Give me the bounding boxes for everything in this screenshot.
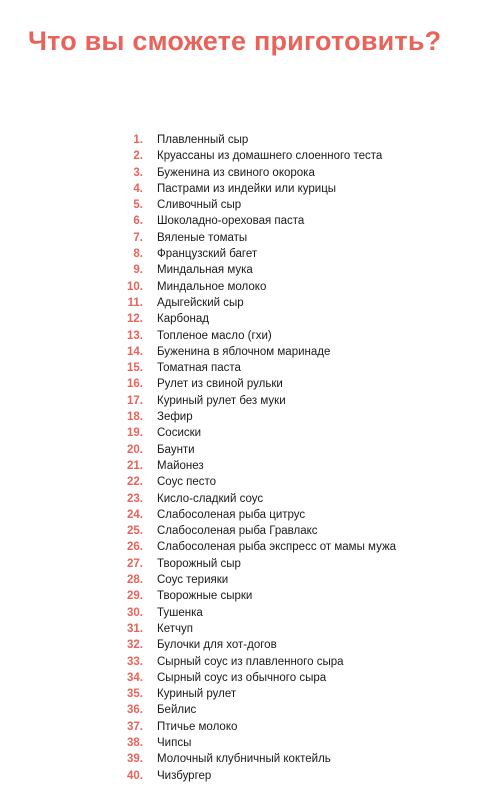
- list-item-number: 7.: [133, 231, 143, 244]
- list-item-name: Соус песто: [157, 476, 217, 489]
- list-item-name: Соус терияки: [157, 574, 229, 587]
- list-item: [0, 442, 504, 458]
- list-item-name: Сырный соус из плавленного сыра: [157, 655, 344, 668]
- list-item-name: Плавленный сыр: [157, 134, 249, 146]
- list-item-number: 19.: [127, 427, 143, 440]
- list-item-number: 25.: [127, 525, 143, 538]
- list-item-number: 15.: [127, 362, 143, 375]
- list-item-number: 34.: [127, 671, 143, 684]
- list-item: [0, 295, 504, 311]
- list-item: [0, 686, 504, 702]
- list-item: [0, 474, 504, 490]
- list-item-name: Томатная паста: [157, 362, 241, 375]
- list-item-number: 16.: [127, 378, 143, 391]
- list-item: [0, 132, 504, 148]
- list-item-name: Французский багет: [157, 248, 258, 261]
- list-item-number: 14.: [127, 345, 143, 358]
- list-item-name: Пастрами из индейки или курицы: [157, 182, 337, 195]
- list-item-number: 28.: [127, 574, 143, 587]
- list-item-name: Карбонад: [157, 313, 209, 326]
- list-item-name: Кетчуп: [157, 622, 193, 635]
- list-item-number: 38.: [127, 736, 143, 749]
- list-item: [0, 588, 504, 604]
- list-item-name: Куриный рулет: [157, 688, 237, 701]
- list-item: [0, 637, 504, 653]
- list-item: [0, 605, 504, 621]
- list-item-name: Вяленые томаты: [157, 231, 248, 244]
- list-item-number: 40.: [127, 769, 143, 782]
- list-item-number: 33.: [127, 655, 143, 668]
- list-item-number: 31.: [127, 622, 143, 635]
- list-item-number: 39.: [127, 753, 143, 766]
- list-item-number: 10.: [127, 280, 143, 293]
- list-item-number: 30.: [127, 606, 143, 619]
- list-item: [0, 572, 504, 588]
- list-item-name: Сырный соус из обычного сыра: [157, 671, 327, 684]
- list-item: [0, 197, 504, 213]
- list-item-number: 22.: [127, 476, 143, 489]
- list-item-name: Куриный рулет без муки: [157, 394, 286, 407]
- list-item-name: Адыгейский сыр: [157, 296, 244, 309]
- list-item-number: 35.: [127, 688, 143, 701]
- list-item: [0, 213, 504, 229]
- list-item: [0, 246, 504, 262]
- list-item: [0, 344, 504, 360]
- list-item-name: Бейлис: [157, 704, 197, 717]
- list-item-name: Зефир: [157, 411, 193, 424]
- list-item: [0, 393, 504, 409]
- list-item: [0, 458, 504, 474]
- list-item: [0, 719, 504, 735]
- list-item: [0, 425, 504, 441]
- list-item-name: Буженина в яблочном маринаде: [157, 345, 331, 358]
- list-item: [0, 654, 504, 670]
- list-item-name: Творожные сырки: [157, 590, 253, 603]
- list-item-name: Майонез: [157, 459, 204, 472]
- list-item-name: Баунти: [157, 443, 195, 456]
- list-item-name: Слабосоленая рыба Гравлакс: [157, 525, 318, 538]
- list-item-number: 12.: [127, 313, 143, 326]
- list-item: [0, 539, 504, 555]
- list-item-number: 8.: [133, 248, 143, 261]
- list-item-number: 23.: [127, 492, 143, 505]
- list-item: [0, 491, 504, 507]
- list-item-number: 1.: [133, 134, 143, 146]
- list-item-number: 24.: [127, 508, 143, 521]
- list-item-name: Миндальная мука: [157, 264, 253, 277]
- list-item-number: 27.: [127, 557, 143, 570]
- list-item-name: Птичье молоко: [157, 720, 238, 733]
- list-item: [0, 360, 504, 376]
- list-item-name: Сливочный сыр: [157, 199, 242, 212]
- list-item-number: 11.: [127, 296, 143, 309]
- list-item-number: 5.: [133, 199, 143, 212]
- list-item-number: 32.: [127, 639, 143, 652]
- list-item-number: 37.: [127, 720, 143, 733]
- list-item: [0, 262, 504, 278]
- list-item-name: Слабосоленая рыба экспресс от мамы мужа: [157, 541, 397, 554]
- list-item: [0, 376, 504, 392]
- list-item: [0, 621, 504, 637]
- list-item: [0, 409, 504, 425]
- list-item-name: Кисло-сладкий соус: [157, 492, 264, 505]
- list-item: [0, 670, 504, 686]
- list-item-number: 2.: [133, 150, 143, 163]
- list-item: [0, 181, 504, 197]
- page-title: Что вы сможете приготовить?: [28, 26, 442, 56]
- list-item-name: Молочный клубничный коктейль: [157, 753, 331, 766]
- list-item-name: Круассаны из домашнего слоенного теста: [157, 150, 383, 163]
- list-item: [0, 735, 504, 751]
- list-item-number: 3.: [133, 166, 143, 179]
- list-item-name: Булочки для хот-догов: [157, 639, 277, 652]
- list-item: [0, 556, 504, 572]
- list-item-number: 9.: [133, 264, 143, 277]
- list-item-number: 17.: [127, 394, 143, 407]
- list-item: [0, 768, 504, 784]
- list-item-name: Чизбургер: [157, 769, 212, 782]
- list-item-number: 6.: [133, 215, 143, 228]
- list-item: [0, 751, 504, 767]
- list-item-number: 20.: [127, 443, 143, 456]
- list-item-name: Сосиски: [157, 427, 202, 440]
- list-item: [0, 148, 504, 164]
- list-item-name: Шоколадно-ореховая паста: [157, 215, 305, 228]
- list-item: [0, 279, 504, 295]
- list-item-number: 4.: [133, 182, 143, 195]
- list-item-number: 18.: [127, 411, 143, 424]
- list-item: [0, 311, 504, 327]
- list-item-number: 13.: [127, 329, 143, 342]
- list-item: [0, 702, 504, 718]
- list-item: [0, 523, 504, 539]
- list-item-number: 26.: [127, 541, 143, 554]
- list-item-name: Миндальное молоко: [157, 280, 267, 293]
- list-item-name: Чипсы: [157, 736, 192, 749]
- list-item-number: 21.: [127, 459, 143, 472]
- recipe-list: [0, 132, 504, 784]
- list-item: [0, 507, 504, 523]
- list-item-number: 36.: [127, 704, 143, 717]
- list-item-name: Топленое масло (гхи): [157, 329, 272, 342]
- list-item: [0, 328, 504, 344]
- list-item-name: Слабосоленая рыба цитрус: [157, 508, 306, 521]
- list-item-number: 29.: [127, 590, 143, 603]
- list-item-name: Буженина из свиного окорока: [157, 166, 315, 179]
- list-item: [0, 165, 504, 181]
- list-item-name: Тушенка: [157, 606, 203, 619]
- list-item: [0, 230, 504, 246]
- list-item-name: Творожный сыр: [157, 557, 241, 570]
- list-item-name: Рулет из свиной рульки: [157, 378, 283, 391]
